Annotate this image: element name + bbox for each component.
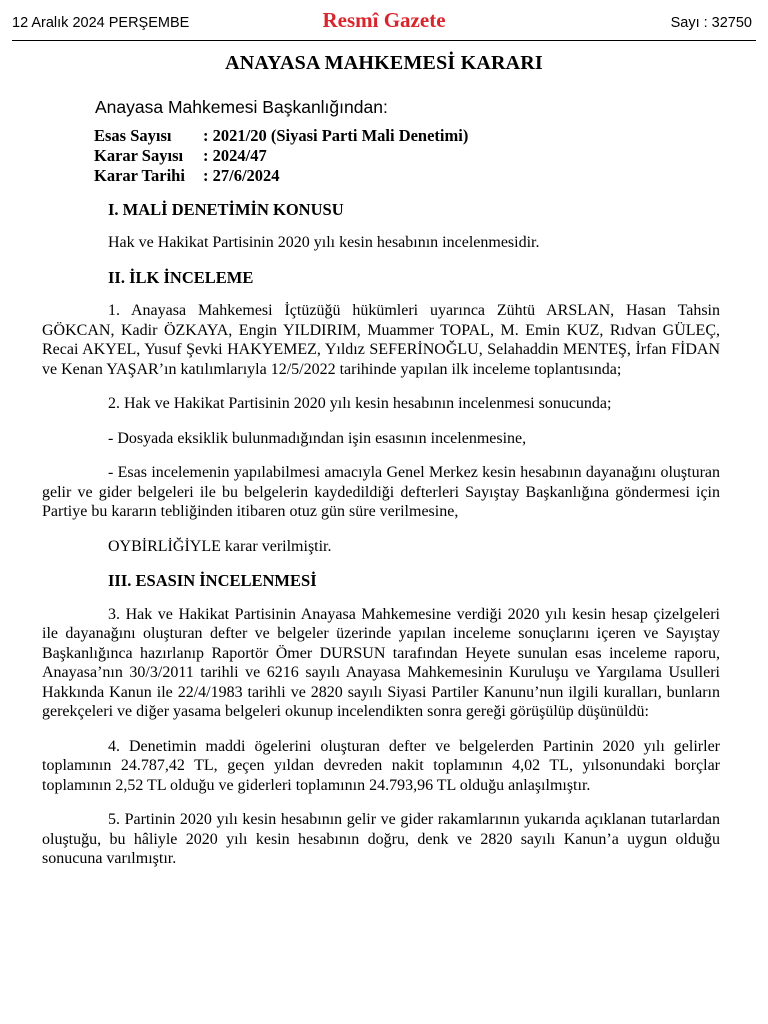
paragraph: 4. Denetimin maddi ögelerini oluşturan defter ve belgelerden Partinin 2020 yılı gelirler toplamının 24.787,42 TL, geçen yıldan devreden nakit toplamının 4,02 TL, yılsonundaki borçlar toplamının 2,52 TL olduğu ve giderleri toplamının 24.793,96 TL olduğu anlaşılmıştır. [42, 737, 720, 794]
paragraph: - Dosyada eksiklik bulunmadığından işin esasının incelenmesine, [108, 429, 527, 447]
meta-key: Esas Sayısı [94, 125, 172, 145]
gazette-header [12, 6, 756, 38]
meta-key: Karar Tarihi [94, 165, 185, 185]
paragraph: 2. Hak ve Hakikat Partisinin 2020 yılı kesin hesabının incelenmesi sonucunda; [108, 395, 612, 412]
paragraph: 3. Hak ve Hakikat Partisinin Anayasa Mahkemesine verdiği 2020 yılı kesin hesap çizelgeleri ile dayanağını oluşturan defter ve belgeler üzerinde yapılan inceleme sonuçlarını içeren ve Sayıştay Başkanlığınca hazırlanıp Raportör Ömer DURSUN tarafından Heyete sunulan esas inceleme raporu, Anayasa’nın 30/3/2011 tarihli ve 6216 sayılı Anayasa Mahkemesinin Kuruluşu ve Yargılama Usulleri Hakkında Kanun ile 22/4/1983 tarihli ve 2820 sayılı Siyasi Partiler Kanunu’nun ilgili kuralları, bunların gerekçeleri ve diğer yasama belgeleri okunup incelendikten sonra gereği görüşülüp düşünüldü: [42, 605, 720, 720]
meta-value: : 2021/20 (Siyasi Parti Mali Denetimi) [203, 125, 469, 145]
meta-value: : 2024/47 [203, 145, 267, 165]
meta-row-esas [94, 126, 468, 146]
paragraph: OYBİRLİĞİYLE karar verilmiştir. [108, 537, 332, 555]
gazette-name: Resmî Gazete [322, 8, 446, 32]
paragraph: 1. Anayasa Mahkemesi İçtüzüğü hükümleri uyarınca Zühtü ARSLAN, Hasan Tahsin GÖKCAN, Kadir ÖZKAYA, Engin YILDIRIM, Muammer TOPAL, M. Emin KUZ, Rıdvan GÜLEÇ, Recai AKYEL, Yusuf Şevki HAKYEMEZ, Yıldız SEFERİNOĞLU, Selahaddin MENTEŞ, İrfan FİDAN ve Kenan YAŞAR’ın katılımlarıyla 12/5/2022 tarihinde yapılan ilk inceleme toplantısında; [42, 302, 720, 378]
meta-row-karar-tarihi [94, 166, 468, 186]
case-metadata [94, 126, 468, 186]
header-divider [12, 40, 756, 41]
document-body [42, 98, 720, 884]
meta-key: Karar Sayısı [94, 145, 184, 165]
section-heading: III. ESASIN İNCELENMESİ [108, 571, 317, 590]
issuing-authority: Anayasa Mahkemesi Başkanlığından: [95, 97, 388, 117]
paragraph: - Esas incelemenin yapılabilmesi amacıyla Genel Merkez kesin hesabının dayanağını oluşturan gelir ve gider belgeleri ile bu belgelerin kaydedildiği defterleri Sayıştay Başkanlığına göndermesi için Partiye bu kararın tebliğinden itibaren otuz gün süre verilmesine, [42, 464, 720, 520]
page-title: ANAYASA MAHKEMESİ KARARI [225, 52, 543, 74]
paragraph: Hak ve Hakikat Partisinin 2020 yılı kesin hesabının incelenmesidir. [108, 234, 540, 251]
meta-value: : 27/6/2024 [203, 165, 280, 185]
issue-date: 12 Aralık 2024 PERŞEMBE [12, 15, 190, 31]
section-heading: I. MALİ DENETİMİN KONUSU [108, 199, 344, 219]
issue-number: Sayı : 32750 [670, 15, 752, 31]
section-heading: II. İLK İNCELEME [108, 267, 254, 287]
paragraph: 5. Partinin 2020 yılı kesin hesabının gelir ve gider rakamlarının yukarıda açıklanan tutarlardan oluştuğu, bu hâliyle 2020 yılı kesin hesabının doğru, denk ve 2820 sayılı Kanun’a uygun olduğu sonucuna varılmıştır. [42, 811, 720, 867]
meta-row-karar-sayisi [94, 146, 468, 166]
